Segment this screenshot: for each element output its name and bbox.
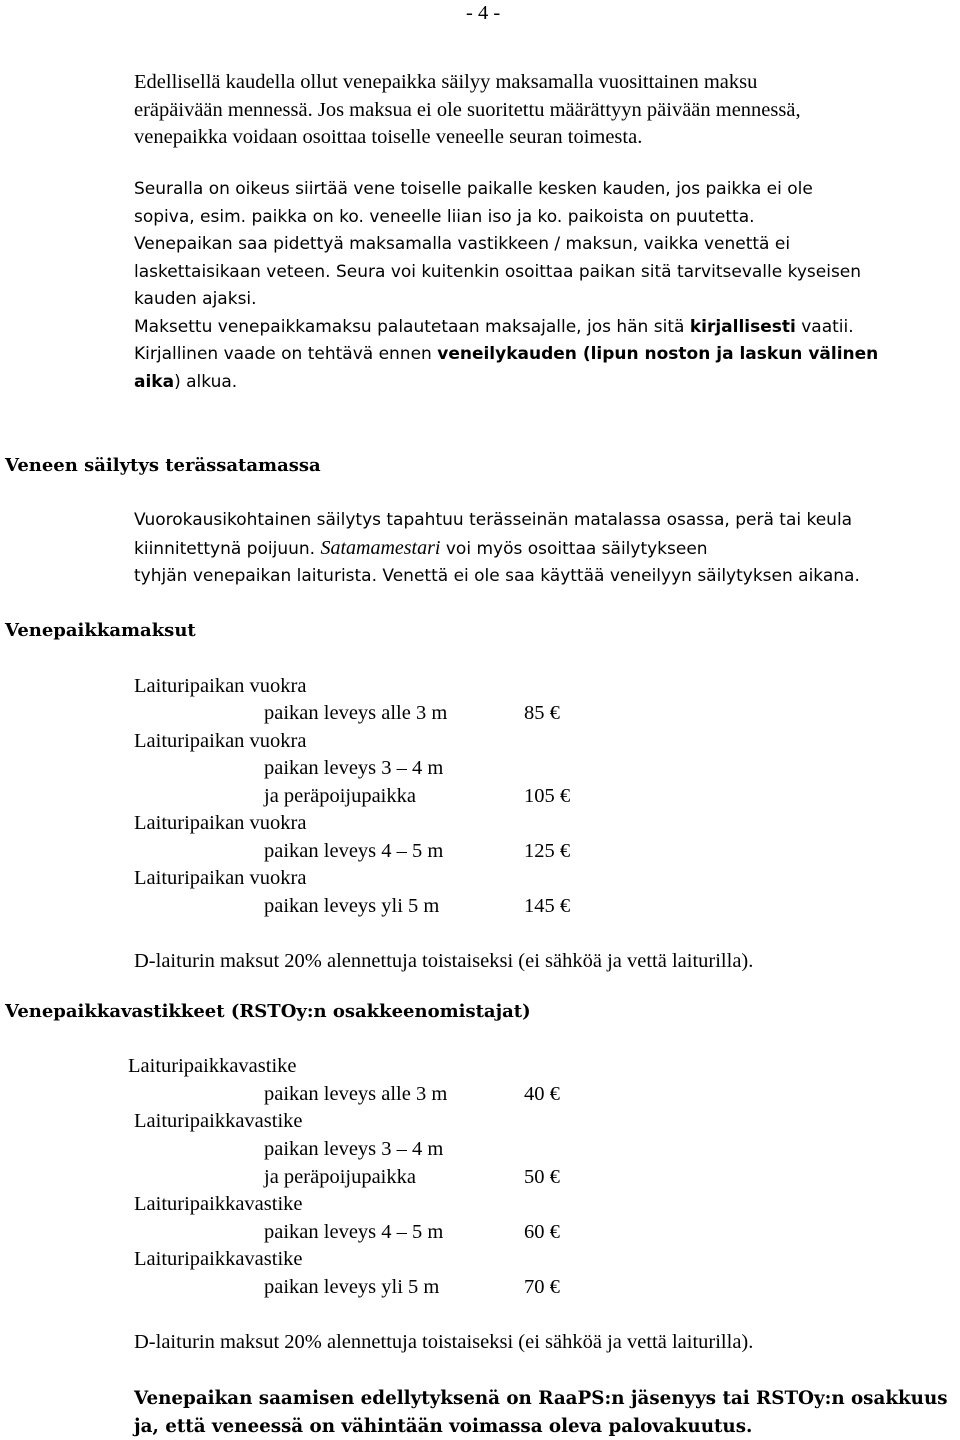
emphasis-text: veneilykauden (lipun noston ja laskun välinen bbox=[437, 344, 879, 364]
fee-price: 105 € bbox=[524, 785, 571, 807]
closing-statement bbox=[134, 1385, 948, 1440]
fee-price: 125 € bbox=[524, 840, 571, 862]
contrib-price: 40 € bbox=[524, 1083, 560, 1105]
text-line: tyhjän venepaikan laiturista. Venettä ei ole saa käyttää veneilyyn säilytyksen aikana. bbox=[134, 566, 860, 586]
emphasis-text: Satamamestari bbox=[320, 536, 441, 559]
fee-width: paikan leveys yli 5 m bbox=[264, 895, 440, 917]
fee-label: Laituripaikan vuokra bbox=[134, 867, 307, 889]
text-run: Kirjallinen vaade on tehtävä ennen bbox=[134, 344, 438, 364]
text-line: Seuralla on oikeus siirtää vene toiselle paikalle kesken kauden, jos paikka ei ole bbox=[134, 179, 813, 199]
text-run: voi myös osoittaa säilytykseen bbox=[440, 538, 708, 559]
fee-price: 145 € bbox=[524, 895, 571, 917]
contrib-price: 70 € bbox=[524, 1276, 560, 1298]
text-line: Venepaikan saamisen edellytyksenä on RaaPS:n jäsenyys tai RSTOy:n osakkuus bbox=[134, 1388, 948, 1409]
storage-heading: Veneen säilytys terässatamassa bbox=[5, 455, 321, 476]
text-run: laskettaisikaan veteen. bbox=[134, 261, 331, 282]
emphasis-text: kirjallisesti bbox=[689, 316, 796, 337]
fee-width: paikan leveys alle 3 m bbox=[264, 702, 448, 724]
contrib-price: 60 € bbox=[524, 1221, 560, 1243]
text-line: kauden ajaksi. bbox=[134, 289, 257, 309]
text-line: sopiva, esim. paikka on ko. veneelle liian iso ja ko. paikoista on puutetta. bbox=[134, 206, 755, 227]
text-run: vaatii. bbox=[795, 316, 854, 337]
fees-heading: Venepaikkamaksut bbox=[5, 620, 196, 641]
text-line: ja, että veneessä on vähintään voimassa oleva palovakuutus. bbox=[134, 1415, 753, 1437]
fee-price: 85 € bbox=[524, 702, 560, 724]
contrib-width: paikan leveys alle 3 m bbox=[264, 1083, 448, 1105]
contrib-label: Laituripaikkavastike bbox=[134, 1193, 303, 1215]
text-run: Maksettu venepaikkamaksu palautetaan maksajalle, jos hän sitä bbox=[134, 316, 690, 337]
text-line: Venepaikan saa pidettyä maksamalla vastikkeen / maksun, vaikka venettä ei bbox=[134, 234, 791, 254]
emphasis-text: aika bbox=[134, 371, 175, 392]
contrib-width-extra: ja peräpoijupaikka bbox=[264, 1166, 416, 1188]
page-number: - 4 - bbox=[466, 2, 501, 24]
contrib-price: 50 € bbox=[524, 1166, 560, 1188]
fee-width: paikan leveys 3 – 4 m bbox=[264, 757, 444, 779]
contrib-note: D-laiturin maksut 20% alennettuja toistaiseksi (ei sähköä ja vettä laiturilla). bbox=[134, 1331, 754, 1353]
fee-label: Laituripaikan vuokra bbox=[134, 812, 307, 834]
contrib-label: Laituripaikkavastike bbox=[134, 1110, 303, 1132]
fee-label: Laituripaikan vuokra bbox=[134, 730, 307, 752]
fee-width: paikan leveys 4 – 5 m bbox=[264, 840, 444, 862]
fee-label: Laituripaikan vuokra bbox=[134, 675, 307, 697]
contrib-width: paikan leveys 4 – 5 m bbox=[264, 1221, 444, 1243]
text-run: kiinnitettynä poijuun. bbox=[134, 538, 321, 559]
text-line: Edellisellä kaudella ollut venepaikka säilyy maksamalla vuosittainen maksu bbox=[134, 71, 758, 93]
text-line: eräpäivään mennessä. Jos maksua ei ole suoritettu määrättyyn päivään mennessä, bbox=[134, 98, 801, 121]
text-line: venepaikka voidaan osoittaa toiselle veneelle seuran toimesta. bbox=[134, 126, 643, 148]
text-run: ) alkua. bbox=[174, 371, 238, 392]
contrib-width: paikan leveys yli 5 m bbox=[264, 1276, 440, 1298]
text-line: Vuorokausikohtainen säilytys tapahtuu terässeinän matalassa osassa, perä tai keula bbox=[134, 510, 853, 530]
contrib-width: paikan leveys 3 – 4 m bbox=[264, 1138, 444, 1160]
contrib-label: Laituripaikkavastike bbox=[128, 1055, 297, 1077]
fees-note: D-laiturin maksut 20% alennettuja toistaiseksi (ei sähköä ja vettä laiturilla). bbox=[134, 950, 754, 972]
contrib-heading: Venepaikkavastikkeet (RSTOy:n osakkeenomistajat) bbox=[5, 1001, 531, 1022]
contrib-label: Laituripaikkavastike bbox=[134, 1248, 303, 1270]
fee-width-extra: ja peräpoijupaikka bbox=[264, 785, 416, 807]
text-run: Seura voi kuitenkin osoittaa paikan sitä tarvitsevalle kyseisen bbox=[330, 261, 862, 282]
